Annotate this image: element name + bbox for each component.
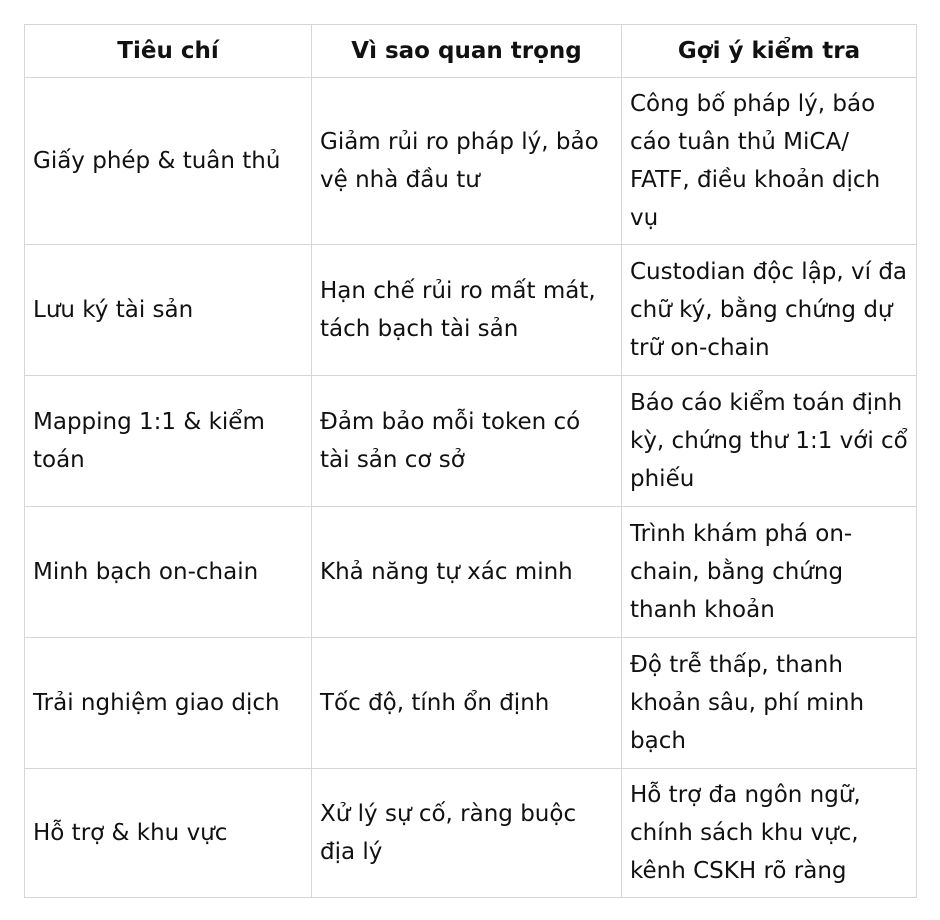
header-check-suggestions: Gợi ý kiểm tra [622, 25, 917, 78]
criteria-table-container [24, 24, 917, 898]
cell-check-suggestion: Độ trễ thấp, thanh khoản sâu, phí minh bạch [622, 638, 917, 769]
cell-criteria: Giấy phép & tuân thủ [25, 78, 312, 245]
cell-why-important: Khả năng tự xác minh [312, 507, 622, 638]
cell-check-suggestion: Trình khám phá on-chain, bằng chứng thanh khoản [622, 507, 917, 638]
cell-why-important: Tốc độ, tính ổn định [312, 638, 622, 769]
cell-criteria: Mapping 1:1 & kiểm toán [25, 376, 312, 507]
cell-criteria: Lưu ký tài sản [25, 245, 312, 376]
cell-why-important: Giảm rủi ro pháp lý, bảo vệ nhà đầu tư [312, 78, 622, 245]
table-row [25, 376, 917, 507]
table-row [25, 769, 917, 898]
cell-why-important: Đảm bảo mỗi token có tài sản cơ sở [312, 376, 622, 507]
table-header-row [25, 25, 917, 78]
cell-criteria: Trải nghiệm giao dịch [25, 638, 312, 769]
table-row [25, 507, 917, 638]
header-criteria: Tiêu chí [25, 25, 312, 78]
criteria-table [24, 24, 917, 898]
table-row [25, 78, 917, 245]
header-why-important: Vì sao quan trọng [312, 25, 622, 78]
cell-check-suggestion: Hỗ trợ đa ngôn ngữ, chính sách khu vực, kênh CSKH rõ ràng [622, 769, 917, 898]
cell-check-suggestion: Custodian độc lập, ví đa chữ ký, bằng chứng dự trữ on-chain [622, 245, 917, 376]
cell-criteria: Hỗ trợ & khu vực [25, 769, 312, 898]
table-row [25, 245, 917, 376]
cell-why-important: Hạn chế rủi ro mất mát, tách bạch tài sản [312, 245, 622, 376]
cell-criteria: Minh bạch on-chain [25, 507, 312, 638]
table-row [25, 638, 917, 769]
cell-check-suggestion: Báo cáo kiểm toán định kỳ, chứng thư 1:1 với cổ phiếu [622, 376, 917, 507]
cell-check-suggestion: Công bố pháp lý, báo cáo tuân thủ MiCA/ FATF, điều khoản dịch vụ [622, 78, 917, 245]
cell-why-important: Xử lý sự cố, ràng buộc địa lý [312, 769, 622, 898]
